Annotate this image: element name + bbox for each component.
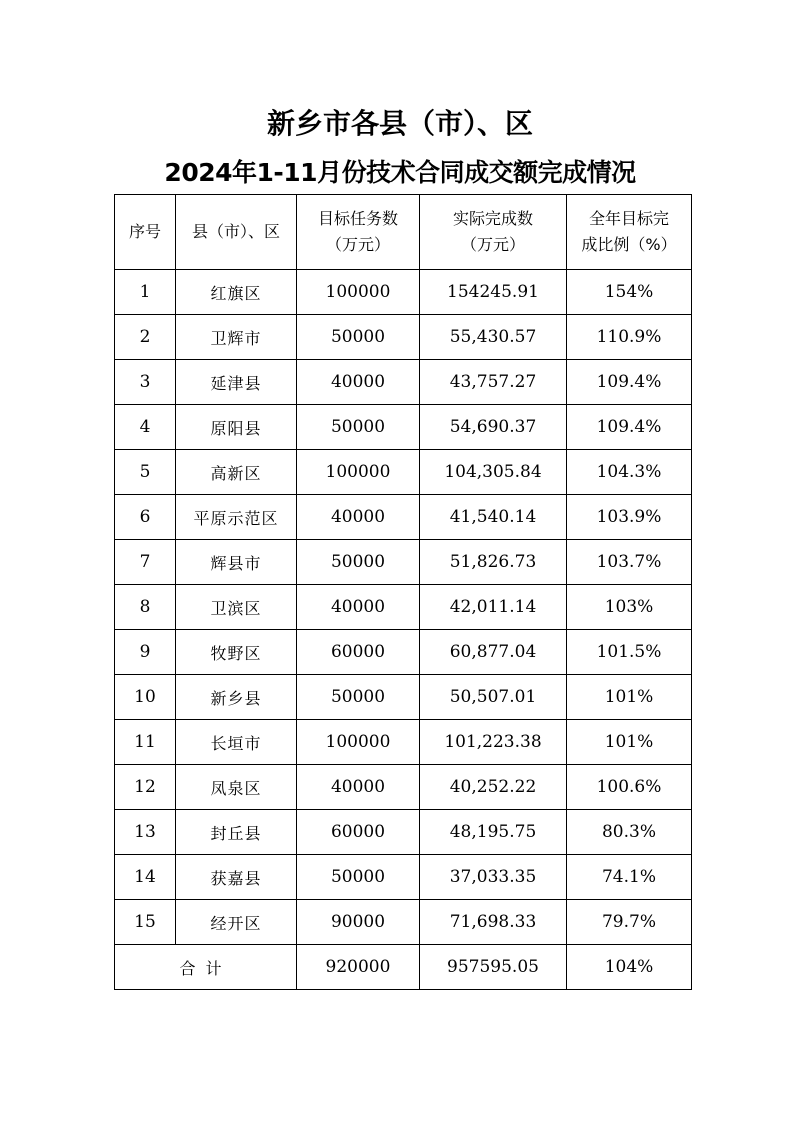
cell-ratio: 104.3% [567,450,692,495]
cell-ratio: 101% [567,720,692,765]
cell-county: 红旗区 [176,270,297,315]
cell-actual: 101,223.38 [420,720,567,765]
cell-actual: 154245.91 [420,270,567,315]
table-row [115,855,692,900]
cell-index: 5 [115,450,176,495]
cell-actual: 55,430.57 [420,315,567,360]
cell-index: 3 [115,360,176,405]
table-row [115,360,692,405]
cell-actual: 50,507.01 [420,675,567,720]
cell-county: 凤泉区 [176,765,297,810]
header-actual [420,195,567,270]
total-target: 920000 [297,945,420,990]
cell-ratio: 79.7% [567,900,692,945]
cell-target: 40000 [297,495,420,540]
cell-county: 封丘县 [176,810,297,855]
table-row [115,900,692,945]
cell-index: 14 [115,855,176,900]
table-row [115,405,692,450]
table-row [115,495,692,540]
cell-county: 新乡县 [176,675,297,720]
cell-county: 高新区 [176,450,297,495]
table-header-row [115,195,692,270]
cell-actual: 60,877.04 [420,630,567,675]
cell-actual: 104,305.84 [420,450,567,495]
cell-index: 8 [115,585,176,630]
header-actual-line1: 实际完成数 [452,209,533,228]
cell-target: 100000 [297,270,420,315]
cell-target: 100000 [297,450,420,495]
cell-actual: 48,195.75 [420,810,567,855]
cell-actual: 71,698.33 [420,900,567,945]
cell-county: 获嘉县 [176,855,297,900]
cell-county: 辉县市 [176,540,297,585]
table-row [115,540,692,585]
table-body [115,270,692,945]
cell-ratio: 103.9% [567,495,692,540]
cell-actual: 40,252.22 [420,765,567,810]
cell-target: 100000 [297,720,420,765]
total-actual: 957595.05 [420,945,567,990]
cell-target: 50000 [297,855,420,900]
cell-county: 长垣市 [176,720,297,765]
cell-index: 2 [115,315,176,360]
cell-target: 60000 [297,630,420,675]
header-actual-line2: （万元） [460,235,525,254]
cell-target: 50000 [297,315,420,360]
cell-index: 12 [115,765,176,810]
cell-ratio: 74.1% [567,855,692,900]
cell-target: 90000 [297,900,420,945]
table-row [115,585,692,630]
total-row [115,945,692,990]
cell-index: 15 [115,900,176,945]
cell-ratio: 100.6% [567,765,692,810]
document-subtitle: 2024年1-11月份技术合同成交额完成情况 [164,158,636,187]
cell-ratio: 80.3% [567,810,692,855]
cell-index: 9 [115,630,176,675]
table-row [115,675,692,720]
cell-county: 平原示范区 [176,495,297,540]
completion-table [114,194,692,990]
cell-county: 原阳县 [176,405,297,450]
cell-actual: 42,011.14 [420,585,567,630]
table-row [115,315,692,360]
table-row [115,270,692,315]
cell-index: 11 [115,720,176,765]
cell-target: 50000 [297,540,420,585]
table-row [115,630,692,675]
header-index: 序号 [115,195,176,270]
total-label: 合计 [115,945,297,990]
cell-target: 50000 [297,405,420,450]
cell-ratio: 110.9% [567,315,692,360]
cell-ratio: 109.4% [567,405,692,450]
cell-county: 延津县 [176,360,297,405]
cell-ratio: 101% [567,675,692,720]
cell-ratio: 103.7% [567,540,692,585]
cell-actual: 51,826.73 [420,540,567,585]
cell-actual: 37,033.35 [420,855,567,900]
header-ratio-line2: 成比例（%） [581,235,677,254]
table-row [115,765,692,810]
cell-actual: 41,540.14 [420,495,567,540]
cell-target: 60000 [297,810,420,855]
cell-county: 牧野区 [176,630,297,675]
cell-ratio: 154% [567,270,692,315]
cell-county: 卫辉市 [176,315,297,360]
cell-index: 10 [115,675,176,720]
cell-ratio: 103% [567,585,692,630]
cell-index: 6 [115,495,176,540]
cell-ratio: 101.5% [567,630,692,675]
cell-actual: 54,690.37 [420,405,567,450]
cell-target: 40000 [297,360,420,405]
cell-county: 经开区 [176,900,297,945]
cell-index: 13 [115,810,176,855]
header-ratio [567,195,692,270]
header-target-line2: （万元） [325,235,390,254]
cell-index: 7 [115,540,176,585]
header-target-line1: 目标任务数 [317,209,398,228]
header-county: 县（市）、区 [176,195,297,270]
table-row [115,450,692,495]
cell-target: 40000 [297,585,420,630]
document-title: 新乡市各县（市）、区 [266,107,533,140]
table-row [115,810,692,855]
table-row [115,720,692,765]
cell-actual: 43,757.27 [420,360,567,405]
total-ratio: 104% [567,945,692,990]
cell-target: 40000 [297,765,420,810]
cell-county: 卫滨区 [176,585,297,630]
cell-target: 50000 [297,675,420,720]
cell-index: 1 [115,270,176,315]
cell-index: 4 [115,405,176,450]
header-target [297,195,420,270]
cell-ratio: 109.4% [567,360,692,405]
header-ratio-line1: 全年目标完 [588,209,669,228]
